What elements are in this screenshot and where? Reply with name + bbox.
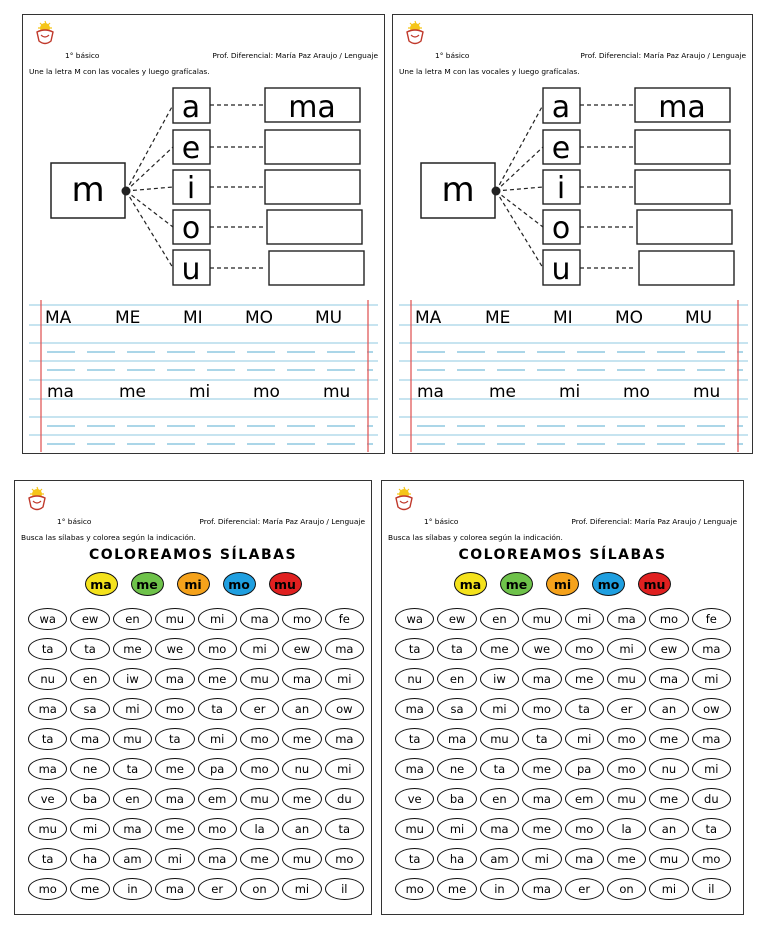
syllable-bubble[interactable]: me	[649, 788, 688, 810]
syllable-bubble[interactable]: ta	[28, 728, 67, 750]
lower-syllable: ma	[417, 382, 444, 402]
key-mi: mi	[177, 572, 210, 596]
syllable-bubble[interactable]: ow	[325, 698, 364, 720]
syllable-bubble[interactable]: ma	[325, 728, 364, 750]
syllable-bubble[interactable]: me	[649, 728, 688, 750]
syllable-bubble[interactable]: il	[325, 878, 364, 900]
lower-syllable: mi	[559, 382, 581, 402]
syllable-bubble[interactable]: mo	[522, 698, 561, 720]
syllable-bubble[interactable]: ma	[240, 608, 279, 630]
syllable-bubble[interactable]: ta	[565, 698, 604, 720]
syllable-bubble[interactable]: ta	[395, 638, 434, 660]
syllable-bubble[interactable]: ne	[437, 758, 476, 780]
syllable-bubble[interactable]: nu	[282, 758, 321, 780]
syllable-bubble[interactable]: ta	[198, 698, 237, 720]
syllable-bubble[interactable]: an	[649, 818, 688, 840]
syllable-bubble[interactable]: mo	[198, 818, 237, 840]
vowel-a: a	[181, 90, 201, 125]
syllable-bubble[interactable]: ta	[28, 848, 67, 870]
syllable-bubble[interactable]: iw	[480, 668, 519, 690]
example-answer: ma	[658, 90, 706, 125]
upper-syllable: ME	[485, 308, 511, 328]
syllable-bubble[interactable]: mo	[198, 638, 237, 660]
syllable-bubble[interactable]: fe	[692, 608, 731, 630]
lower-syllable: me	[489, 382, 517, 402]
syllable-bubble[interactable]: mu	[240, 788, 279, 810]
syllable-bubble[interactable]: me	[480, 638, 519, 660]
syllable-bubble[interactable]: ta	[155, 728, 194, 750]
syllable-bubble[interactable]: we	[155, 638, 194, 660]
syllable-bubble[interactable]: ma	[692, 638, 731, 660]
upper-syllable: MO	[615, 308, 644, 328]
syllable-bubble[interactable]: ta	[522, 728, 561, 750]
key-ma: ma	[454, 572, 487, 596]
syllable-bubble[interactable]: on	[240, 878, 279, 900]
syllable-bubble[interactable]: ne	[70, 758, 109, 780]
vowel-e: e	[551, 131, 571, 166]
syllable-bubble[interactable]: ba	[437, 788, 476, 810]
syllable-bubble[interactable]: me	[113, 638, 152, 660]
syllable-bubble[interactable]: ma	[565, 848, 604, 870]
syllable-bubble[interactable]: mo	[282, 608, 321, 630]
example-answer: ma	[288, 90, 336, 125]
syllable-bubble[interactable]: ma	[113, 818, 152, 840]
syllable-bubble[interactable]: ta	[480, 758, 519, 780]
school-logo	[390, 485, 418, 513]
consonant-letter: m	[441, 170, 475, 210]
syllable-bubble[interactable]: ew	[437, 608, 476, 630]
syllable-bubble[interactable]: mi	[480, 698, 519, 720]
upper-syllable: MU	[685, 308, 713, 328]
syllable-bubble[interactable]: mu	[395, 818, 434, 840]
syllable-bubble[interactable]: mi	[155, 848, 194, 870]
syllable-bubble[interactable]: er	[198, 878, 237, 900]
syllable-bubble[interactable]: em	[198, 788, 237, 810]
syllable-bubble[interactable]: iw	[113, 668, 152, 690]
syllable-bubble[interactable]: an	[282, 698, 321, 720]
syllable-bubble[interactable]: mo	[565, 638, 604, 660]
syllable-bubble[interactable]: mu	[113, 728, 152, 750]
syllable-bubble[interactable]: ew	[649, 638, 688, 660]
consonant-letter: m	[71, 170, 105, 210]
syllable-bubble[interactable]: er	[607, 698, 646, 720]
syllable-bubble[interactable]: en	[113, 608, 152, 630]
syllable-bubble[interactable]: ma	[28, 698, 67, 720]
lower-syllable: mu	[323, 382, 351, 402]
syllable-bubble[interactable]: ma	[607, 608, 646, 630]
syllable-bubble[interactable]: en	[70, 668, 109, 690]
syllable-bubble[interactable]: mi	[692, 758, 731, 780]
syllable-bubble[interactable]: mu	[480, 728, 519, 750]
syllable-bubble[interactable]: pa	[198, 758, 237, 780]
matching-diagram	[23, 15, 384, 455]
syllable-bubble[interactable]: me	[198, 668, 237, 690]
color-key	[382, 572, 743, 596]
lower-syllable: mu	[693, 382, 721, 402]
instruction-text: Busca las sílabas y colorea según la indicación.	[388, 533, 563, 542]
vowel-o: o	[181, 211, 201, 246]
syllable-bubble[interactable]: me	[70, 878, 109, 900]
syllable-bubble[interactable]: mo	[28, 878, 67, 900]
syllable-bubble[interactable]: ta	[113, 758, 152, 780]
syllable-bubble[interactable]: ma	[649, 668, 688, 690]
syllable-bubble[interactable]: ma	[522, 878, 561, 900]
syllable-bubble[interactable]: ha	[70, 848, 109, 870]
syllable-bubble[interactable]: mo	[565, 818, 604, 840]
syllable-bubble[interactable]: mu	[28, 818, 67, 840]
key-mu: mu	[269, 572, 302, 596]
syllable-bubble[interactable]: mi	[325, 758, 364, 780]
key-me: me	[500, 572, 533, 596]
syllable-bubble[interactable]: mi	[565, 608, 604, 630]
syllable-bubble[interactable]: in	[480, 878, 519, 900]
syllable-bubble[interactable]: mo	[395, 878, 434, 900]
syllable-bubble[interactable]: an	[282, 818, 321, 840]
syllable-bubble[interactable]: mi	[282, 878, 321, 900]
syllable-bubble[interactable]: nu	[395, 668, 434, 690]
teacher-label: Prof. Diferencial: María Paz Araujo / Lenguaje	[212, 51, 378, 60]
syllable-bubble[interactable]: du	[692, 788, 731, 810]
syllable-bubble[interactable]: il	[692, 878, 731, 900]
syllable-bubble[interactable]: la	[240, 818, 279, 840]
syllable-bubble[interactable]: ew	[70, 608, 109, 630]
syllable-bubble[interactable]: er	[240, 698, 279, 720]
instruction-text: Une la letra M con las vocales y luego grafícalas.	[29, 67, 210, 76]
grade-label: 1° básico	[435, 51, 470, 60]
syllable-bubble[interactable]: me	[155, 758, 194, 780]
syllable-bubble[interactable]: am	[480, 848, 519, 870]
syllable-bubble[interactable]: sa	[437, 698, 476, 720]
syllable-bubble[interactable]: me	[522, 758, 561, 780]
color-worksheet-2	[381, 480, 744, 915]
syllable-bubble[interactable]: ba	[70, 788, 109, 810]
key-ma: ma	[85, 572, 118, 596]
syllable-bubble[interactable]: on	[607, 878, 646, 900]
syllable-bubble[interactable]: mu	[240, 668, 279, 690]
syllable-bubble[interactable]: ew	[282, 638, 321, 660]
vowel-u: u	[181, 252, 201, 287]
syllable-bubble[interactable]: me	[282, 788, 321, 810]
upper-syllable: ME	[115, 308, 141, 328]
syllable-bubble[interactable]: du	[325, 788, 364, 810]
syllable-bubble[interactable]: me	[607, 848, 646, 870]
syllable-bubble[interactable]: nu	[28, 668, 67, 690]
syllable-bubble[interactable]: fe	[325, 608, 364, 630]
grade-label: 1° básico	[57, 517, 92, 526]
syllable-bubble[interactable]: mi	[437, 818, 476, 840]
syllable-bubble[interactable]: mo	[240, 758, 279, 780]
syllable-bubble[interactable]: ve	[395, 788, 434, 810]
syllable-bubble[interactable]: mu	[607, 788, 646, 810]
syllable-bubble[interactable]: ve	[28, 788, 67, 810]
syllable-bubble[interactable]: mi	[607, 638, 646, 660]
syllable-bubble[interactable]: nu	[649, 758, 688, 780]
syllable-bubble[interactable]: mu	[607, 668, 646, 690]
syllable-bubble[interactable]: we	[522, 638, 561, 660]
syllable-bubble[interactable]: me	[437, 878, 476, 900]
key-mo: mo	[223, 572, 256, 596]
teacher-label: Prof. Diferencial: María Paz Araujo / Lenguaje	[580, 51, 746, 60]
syllable-bubble[interactable]: me	[155, 818, 194, 840]
worksheet-title: COLOREAMOS SÍLABAS	[88, 547, 298, 563]
lower-syllable: ma	[47, 382, 74, 402]
syllable-bubble[interactable]: wa	[28, 608, 67, 630]
key-me: me	[131, 572, 164, 596]
teacher-label: Prof. Diferencial: María Paz Araujo / Lenguaje	[571, 517, 737, 526]
upper-syllable: MA	[45, 308, 72, 328]
syllable-bubble[interactable]: en	[113, 788, 152, 810]
trace-worksheet-2	[392, 14, 753, 454]
syllable-bubble[interactable]: ma	[692, 728, 731, 750]
vowel-i: i	[556, 171, 566, 206]
school-logo	[23, 485, 51, 513]
syllable-bubble[interactable]: mi	[522, 848, 561, 870]
vowel-a: a	[551, 90, 571, 125]
vowel-i: i	[186, 171, 196, 206]
syllable-bubble[interactable]: mi	[198, 608, 237, 630]
syllable-bubble[interactable]: mo	[155, 698, 194, 720]
syllable-bubble[interactable]: en	[437, 668, 476, 690]
key-mu: mu	[638, 572, 671, 596]
matching-diagram	[393, 15, 754, 455]
syllable-bubble[interactable]: me	[240, 848, 279, 870]
syllable-bubble[interactable]: la	[607, 818, 646, 840]
syllable-bubble[interactable]: ma	[28, 758, 67, 780]
color-key	[15, 572, 371, 596]
syllable-bubble[interactable]: mo	[325, 848, 364, 870]
syllable-bubble[interactable]: mi	[565, 728, 604, 750]
syllable-bubble[interactable]: mi	[692, 668, 731, 690]
syllable-bubble[interactable]: mi	[325, 668, 364, 690]
syllable-bubble[interactable]: ta	[325, 818, 364, 840]
syllable-bubble[interactable]: ma	[70, 728, 109, 750]
syllable-bubble[interactable]: em	[565, 788, 604, 810]
syllable-bubble[interactable]: ma	[155, 668, 194, 690]
upper-syllable: MU	[315, 308, 343, 328]
syllable-bubble[interactable]: mi	[113, 698, 152, 720]
lower-syllable: mi	[189, 382, 211, 402]
syllable-bubble[interactable]: ta	[437, 638, 476, 660]
syllable-bubble[interactable]: ma	[282, 668, 321, 690]
syllable-bubble[interactable]: ow	[692, 698, 731, 720]
grade-label: 1° básico	[424, 517, 459, 526]
syllable-bubble[interactable]: mi	[70, 818, 109, 840]
instruction-text: Busca las sílabas y colorea según la indicación.	[21, 533, 196, 542]
syllable-bubble[interactable]: mi	[198, 728, 237, 750]
syllable-bubble[interactable]: me	[565, 668, 604, 690]
syllable-bubble[interactable]: ma	[522, 788, 561, 810]
vowel-u: u	[551, 252, 571, 287]
syllable-bubble[interactable]: mo	[607, 728, 646, 750]
syllable-bubble[interactable]: ta	[28, 638, 67, 660]
syllable-bubble[interactable]: mi	[649, 878, 688, 900]
syllable-bubble[interactable]: mu	[522, 608, 561, 630]
syllable-bubble[interactable]: mi	[240, 638, 279, 660]
lower-syllable: mo	[623, 382, 650, 402]
syllable-bubble[interactable]: ma	[522, 668, 561, 690]
syllable-bubble[interactable]: ma	[155, 878, 194, 900]
syllable-bubble[interactable]: pa	[565, 758, 604, 780]
syllable-bubble[interactable]: sa	[70, 698, 109, 720]
syllable-bubble[interactable]: er	[565, 878, 604, 900]
syllable-bubble[interactable]: am	[113, 848, 152, 870]
syllable-bubble[interactable]: ta	[70, 638, 109, 660]
syllable-bubble[interactable]: mo	[607, 758, 646, 780]
syllable-bubble[interactable]: ma	[437, 728, 476, 750]
syllable-bubble[interactable]: ma	[198, 848, 237, 870]
upper-syllable: MI	[553, 308, 573, 328]
syllable-bubble[interactable]: me	[522, 818, 561, 840]
vowel-o: o	[551, 211, 571, 246]
syllable-bubble[interactable]: ma	[480, 818, 519, 840]
upper-syllable: MA	[415, 308, 442, 328]
syllable-bubble[interactable]: wa	[395, 608, 434, 630]
syllable-bubble[interactable]: ha	[437, 848, 476, 870]
syllable-bubble[interactable]: an	[649, 698, 688, 720]
key-mo: mo	[592, 572, 625, 596]
lower-syllable: mo	[253, 382, 280, 402]
syllable-bubble[interactable]: ta	[395, 848, 434, 870]
lower-syllable: me	[119, 382, 147, 402]
instruction-text: Une la letra M con las vocales y luego grafícalas.	[399, 67, 580, 76]
upper-syllable: MO	[245, 308, 274, 328]
syllable-grid	[28, 608, 364, 900]
syllable-bubble[interactable]: ta	[692, 818, 731, 840]
color-worksheet-1	[14, 480, 372, 915]
syllable-bubble[interactable]: in	[113, 878, 152, 900]
syllable-bubble[interactable]: mo	[692, 848, 731, 870]
syllable-grid	[395, 608, 731, 900]
teacher-label: Prof. Diferencial: María Paz Araujo / Lenguaje	[199, 517, 365, 526]
syllable-bubble[interactable]: me	[282, 728, 321, 750]
upper-syllable: MI	[183, 308, 203, 328]
syllable-bubble[interactable]: mu	[155, 608, 194, 630]
syllable-bubble[interactable]: ma	[395, 698, 434, 720]
syllable-bubble[interactable]: ma	[155, 788, 194, 810]
syllable-bubble[interactable]: mo	[649, 608, 688, 630]
syllable-bubble[interactable]: mo	[240, 728, 279, 750]
vowel-e: e	[181, 131, 201, 166]
syllable-bubble[interactable]: en	[480, 608, 519, 630]
grade-label: 1° básico	[65, 51, 100, 60]
syllable-bubble[interactable]: ta	[395, 728, 434, 750]
key-mi: mi	[546, 572, 579, 596]
syllable-bubble[interactable]: ma	[395, 758, 434, 780]
syllable-bubble[interactable]: ma	[325, 638, 364, 660]
worksheet-title: COLOREAMOS SÍLABAS	[458, 547, 667, 563]
syllable-bubble[interactable]: mu	[282, 848, 321, 870]
syllable-bubble[interactable]: mu	[649, 848, 688, 870]
syllable-bubble[interactable]: en	[480, 788, 519, 810]
trace-worksheet-1	[22, 14, 385, 454]
